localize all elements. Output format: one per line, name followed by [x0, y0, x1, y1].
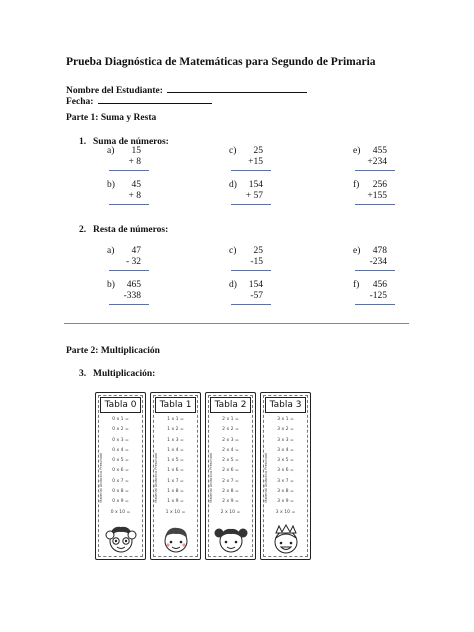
problem-label: e) — [353, 146, 361, 156]
part1-heading: Parte 1: Suma y Resta — [66, 113, 157, 123]
problem-suma-c — [229, 146, 279, 174]
problem-top-number: 256 — [372, 180, 387, 190]
table-row: 0 x 9 = — [112, 499, 129, 505]
problem-label: b) — [107, 280, 115, 290]
multiplication-tables — [95, 392, 310, 562]
problem-label: e) — [353, 246, 361, 256]
answer-line[interactable] — [355, 304, 395, 305]
problem-label: f) — [353, 280, 360, 290]
document-title: Prueba Diagnóstica de Matemáticas para Segundo de Primaria — [66, 56, 376, 68]
table-rows — [157, 415, 194, 518]
table-row: 3 x 8 = — [277, 489, 294, 495]
side-credit: Material Didáctico Preschool — [264, 453, 268, 503]
section-1-number: 1. — [79, 137, 87, 147]
table-row: 2 x 10 = — [220, 509, 241, 515]
problem-top-number: 25 — [253, 246, 263, 256]
table-row: 0 x 4 = — [112, 447, 129, 453]
problem-label: a) — [107, 146, 115, 156]
table-row: 3 x 1 = — [277, 417, 294, 422]
problem-label: f) — [353, 180, 360, 190]
problem-bottom-number: -125 — [369, 291, 387, 301]
problem-suma-a — [107, 146, 157, 174]
section-3-heading: Multiplicación: — [93, 369, 156, 379]
problem-bottom-number: -15 — [250, 257, 263, 267]
problem-bottom-number: +155 — [367, 191, 387, 201]
table-row: 2 x 3 = — [222, 437, 239, 443]
answer-line[interactable] — [231, 170, 271, 171]
table-row: 1 x 4 = — [167, 447, 184, 453]
table-row: 1 x 9 = — [167, 499, 184, 505]
problem-top-number: 47 — [131, 246, 141, 256]
table-card-2 — [205, 392, 256, 560]
table-row: 1 x 10 = — [165, 509, 186, 515]
problem-suma-f — [353, 180, 403, 208]
problem-label: b) — [107, 180, 115, 190]
problem-top-number: 465 — [126, 280, 141, 290]
table-card-0 — [95, 392, 146, 560]
answer-line[interactable] — [355, 270, 395, 271]
problem-bottom-number: -57 — [250, 291, 263, 301]
problem-label: a) — [107, 246, 115, 256]
problem-resta-e — [353, 246, 403, 274]
problem-label: d) — [229, 280, 237, 290]
table-card-3 — [260, 392, 311, 560]
side-credit: Material Didáctico Preschool — [99, 453, 103, 503]
answer-line[interactable] — [109, 270, 149, 271]
table-card-1 — [150, 392, 201, 560]
table-row: 2 x 8 = — [222, 489, 239, 495]
table-row: 0 x 6 = — [112, 468, 129, 474]
section-divider — [64, 323, 409, 324]
table-row: 1 x 7 = — [167, 478, 184, 484]
table-row: 3 x 7 = — [277, 478, 294, 484]
answer-line[interactable] — [355, 170, 395, 171]
table-row: 2 x 9 = — [222, 499, 239, 505]
answer-line[interactable] — [109, 204, 149, 205]
table-title: Tabla 1 — [155, 397, 196, 413]
problem-label: c) — [229, 146, 237, 156]
problem-suma-b — [107, 180, 157, 208]
kid-face-icon — [101, 521, 141, 555]
date-label: Fecha: — [66, 97, 94, 107]
table-row: 2 x 5 = — [222, 458, 239, 464]
problem-bottom-number: -338 — [123, 291, 141, 301]
problem-top-number: 456 — [372, 280, 387, 290]
kid-face-icon — [156, 521, 196, 555]
table-row: 3 x 10 = — [275, 509, 296, 515]
table-title: Tabla 0 — [100, 397, 141, 413]
date-line[interactable] — [98, 94, 212, 104]
table-row: 0 x 5 = — [112, 458, 129, 464]
answer-line[interactable] — [231, 204, 271, 205]
kid-face-icon — [266, 521, 306, 555]
problem-top-number: 154 — [248, 280, 263, 290]
problem-resta-b — [107, 280, 157, 308]
table-row: 2 x 4 = — [222, 447, 239, 453]
problem-label: c) — [229, 246, 237, 256]
side-credit: Material Didáctico Preschool — [154, 453, 158, 503]
table-row: 2 x 1 = — [222, 417, 239, 422]
table-row: 1 x 5 = — [167, 458, 184, 464]
table-row: 3 x 9 = — [277, 499, 294, 505]
table-row: 3 x 2 = — [277, 427, 294, 433]
answer-line[interactable] — [231, 270, 271, 271]
problem-resta-d — [229, 280, 279, 308]
student-name-line[interactable] — [167, 83, 307, 93]
problem-suma-d — [229, 180, 279, 208]
problem-top-number: 478 — [372, 246, 387, 256]
side-credit: Material Didáctico Preschool — [209, 453, 213, 503]
problem-bottom-number: +15 — [248, 157, 263, 167]
table-row: 0 x 10 = — [110, 509, 131, 515]
problem-top-number: 45 — [131, 180, 141, 190]
table-row: 3 x 3 = — [277, 437, 294, 443]
problem-suma-e — [353, 146, 403, 174]
problem-bottom-number: +234 — [367, 157, 387, 167]
table-row: 0 x 7 = — [112, 478, 129, 484]
problem-resta-a — [107, 246, 157, 274]
table-title: Tabla 2 — [210, 397, 251, 413]
table-rows — [102, 415, 139, 518]
problem-top-number: 154 — [248, 180, 263, 190]
table-row: 0 x 1 = — [112, 417, 129, 422]
answer-line[interactable] — [231, 304, 271, 305]
table-row: 1 x 6 = — [167, 468, 184, 474]
date-field — [66, 94, 212, 107]
problem-top-number: 455 — [372, 146, 387, 156]
table-rows — [212, 415, 249, 518]
answer-line[interactable] — [109, 170, 149, 171]
table-row: 0 x 3 = — [112, 437, 129, 443]
problem-bottom-number: + 8 — [128, 157, 141, 167]
table-row: 1 x 8 = — [167, 489, 184, 495]
table-row: 2 x 7 = — [222, 478, 239, 484]
problem-resta-f — [353, 280, 403, 308]
student-name-label: Nombre del Estudiante: — [66, 86, 163, 96]
section-2-number: 2. — [79, 225, 87, 235]
answer-line[interactable] — [355, 204, 395, 205]
table-row: 0 x 2 = — [112, 427, 129, 433]
table-row: 1 x 1 = — [167, 417, 184, 422]
problem-bottom-number: + 8 — [128, 191, 141, 201]
table-title: Tabla 3 — [265, 397, 306, 413]
problem-bottom-number: -234 — [369, 257, 387, 267]
problem-label: d) — [229, 180, 237, 190]
problem-top-number: 25 — [253, 146, 263, 156]
table-row: 2 x 6 = — [222, 468, 239, 474]
section-3-number: 3. — [79, 369, 87, 379]
problem-bottom-number: + 57 — [245, 191, 263, 201]
table-row: 3 x 6 = — [277, 468, 294, 474]
part2-heading: Parte 2: Multiplicación — [66, 346, 160, 356]
table-row: 3 x 4 = — [277, 447, 294, 453]
table-row: 3 x 5 = — [277, 458, 294, 464]
table-row: 1 x 2 = — [167, 427, 184, 433]
problem-top-number: 15 — [131, 146, 141, 156]
table-row: 2 x 2 = — [222, 427, 239, 433]
problem-resta-c — [229, 246, 279, 274]
answer-line[interactable] — [109, 304, 149, 305]
table-row: 1 x 3 = — [167, 437, 184, 443]
table-rows — [267, 415, 304, 518]
table-row: 0 x 8 = — [112, 489, 129, 495]
kid-face-icon — [211, 521, 251, 555]
section-1-heading: Suma de números: — [93, 137, 169, 147]
problem-bottom-number: - 32 — [125, 257, 141, 267]
section-2-heading: Resta de números: — [93, 225, 169, 235]
